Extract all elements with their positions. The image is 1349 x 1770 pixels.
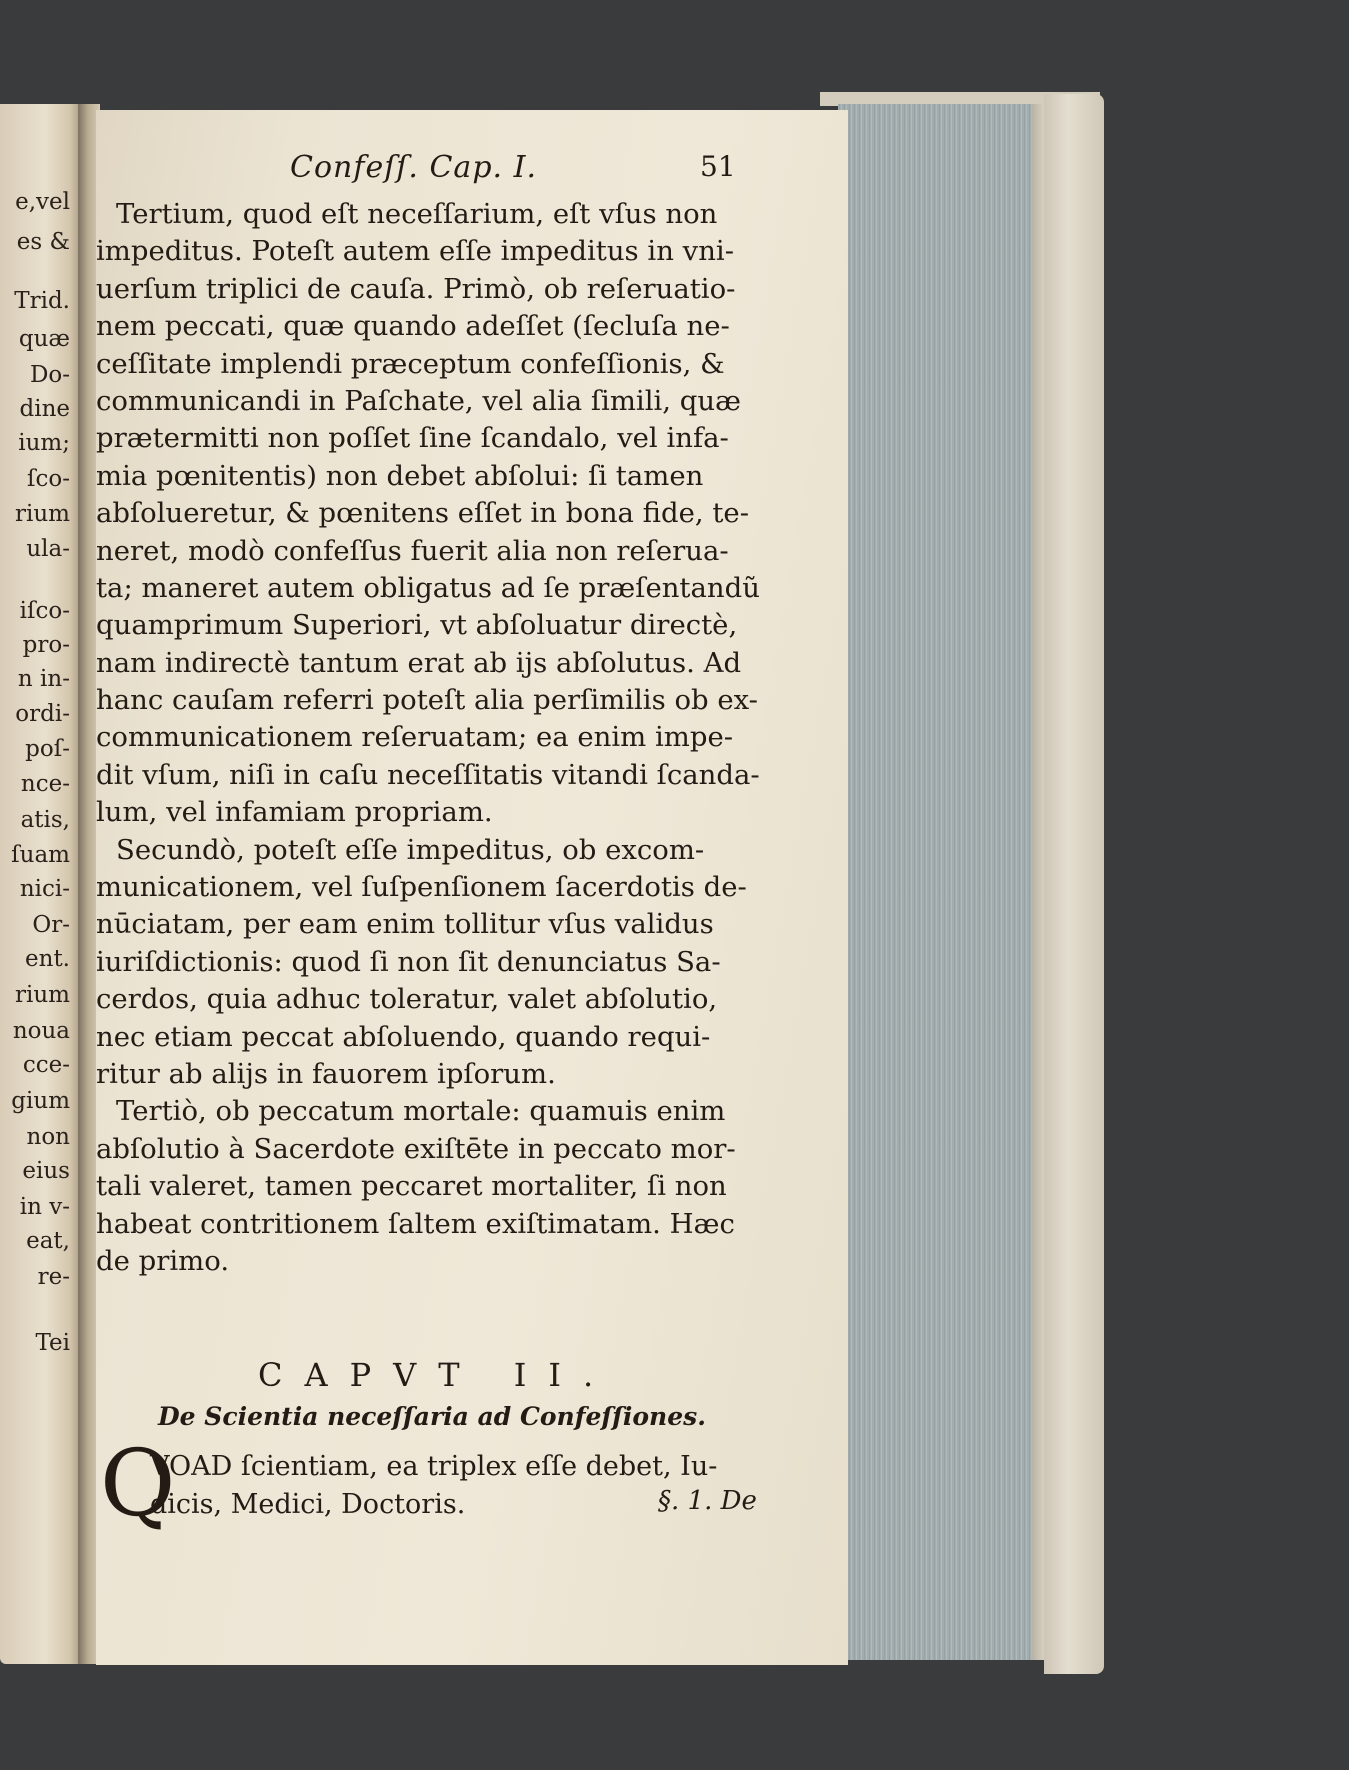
- facing-line: quæ: [18, 326, 70, 352]
- facing-line: ent.: [25, 946, 70, 972]
- facing-line: ſco-: [26, 466, 70, 492]
- text-line: cerdos, quia adhuc toleratur, valet abſolutio,: [96, 983, 718, 1016]
- facing-line: ium;: [18, 430, 70, 456]
- text-line: iuriſdictionis: quod ſi non ſit denunciatus Sa-: [96, 945, 721, 978]
- facing-line: rium: [15, 982, 70, 1008]
- facing-line: poſ-: [25, 736, 70, 762]
- text-line: abſolutio à Sacerdote exiſtēte in peccato mor-: [96, 1132, 736, 1165]
- text-line: Secundò, poteſt eſſe impeditus, ob excom-: [116, 833, 705, 866]
- text-line: de primo.: [96, 1244, 230, 1277]
- facing-line: Do-: [29, 362, 70, 388]
- facing-line: Or-: [32, 912, 70, 938]
- facing-line: iſco-: [19, 598, 70, 624]
- facing-line: ordi-: [15, 701, 70, 727]
- text-line: ritur ab alijs in fauorem ipſorum.: [96, 1057, 556, 1090]
- facing-line: gium: [11, 1088, 70, 1114]
- text-line: nam indirectè tantum erat ab ijs abſolutus. Ad: [96, 646, 742, 679]
- facing-line: Tei: [35, 1330, 70, 1356]
- running-head: Confeſſ. Cap. I.: [290, 150, 537, 185]
- drop-cap: Q: [100, 1430, 176, 1537]
- text-line: Tertium, quod eſt neceſſarium, eſt vſus non: [116, 198, 718, 230]
- text-line: hanc cauſam referri poteſt alia perſimilis ob ex-: [96, 684, 758, 717]
- facing-line: re-: [37, 1264, 70, 1290]
- facing-line: es &: [16, 229, 70, 255]
- text-line: ta; maneret autem obligatus ad ſe præſentandũ: [96, 571, 760, 604]
- text-line: Tertiò, ob peccatum mortale: quamuis enim: [116, 1095, 726, 1128]
- text-line: communicationem reſeruatam; ea enim impe-: [96, 721, 734, 754]
- catchword: §. 1. De: [658, 1486, 757, 1516]
- facing-page: [0, 104, 82, 1664]
- text-line: nūciatam, per eam enim tollitur vſus validus: [96, 908, 714, 941]
- facing-line: ſuam: [11, 842, 70, 868]
- facing-line: noua: [12, 1018, 70, 1044]
- chapter-subtitle: De Scientia neceſſaria ad Confeſſiones.: [158, 1402, 706, 1431]
- facing-line: eat,: [26, 1228, 70, 1254]
- text-line: lum, vel infamiam propriam.: [96, 796, 493, 829]
- text-line: VOAD ſcientiam, ea triplex eſſe debet, Iu-: [150, 1451, 718, 1482]
- facing-line: dine: [19, 396, 70, 422]
- chapter-title: CAPVT II.: [258, 1356, 616, 1394]
- text-line: dicis, Medici, Doctoris.: [150, 1489, 466, 1520]
- facing-line: nce-: [20, 771, 70, 797]
- text-line: nec etiam peccat abſoluendo, quando requi-: [96, 1020, 711, 1053]
- text-line: habeat contritionem ſaltem exiſtimatam. Hæc: [96, 1207, 735, 1240]
- facing-line: ula-: [26, 536, 70, 562]
- chapter-opening-text: [150, 1448, 717, 1524]
- text-line: impeditus. Poteſt autem eſſe impeditus in vni-: [96, 235, 734, 268]
- facing-line: rium: [15, 501, 70, 527]
- facing-line: atis,: [20, 807, 70, 833]
- facing-line: in v-: [19, 1194, 70, 1220]
- text-line: neret, modò confeſſus fuerit alia non reſerua-: [96, 534, 729, 567]
- facing-line: e,vel: [15, 189, 70, 215]
- text-line: prætermitti non poſſet ſine ſcandalo, vel infa-: [96, 422, 729, 455]
- text-line: nem peccati, quæ quando adeſſet (ſecluſa ne-: [96, 310, 730, 343]
- facing-line: n in-: [17, 666, 70, 692]
- page-number: 51: [700, 150, 736, 183]
- facing-line: non: [26, 1124, 70, 1150]
- text-line: mia pœnitentis) non debet abſolui: ſi tamen: [96, 459, 704, 492]
- book-cover-edge: [1044, 94, 1104, 1674]
- facing-line: eius: [22, 1158, 70, 1184]
- text-line: dit vſum, niſi in caſu neceſſitatis vitandi ſcanda-: [96, 758, 760, 791]
- page-fore-edge: [838, 104, 1044, 1660]
- text-line: municationem, vel ſuſpenſionem ſacerdotis de-: [96, 871, 747, 904]
- text-line: tali valeret, tamen peccaret mortaliter, ſi non: [96, 1170, 727, 1203]
- body-text: [96, 196, 766, 1280]
- text-line: ceſſitate implendi præceptum confeſſionis, &: [96, 347, 725, 380]
- text-line: abſolueretur, & pœnitens eſſet in bona fide, te-: [96, 497, 749, 530]
- facing-line: cce-: [22, 1052, 70, 1078]
- facing-line: Trid.: [14, 288, 70, 314]
- text-line: uerſum triplici de cauſa. Primò, ob reſeruatio-: [96, 272, 736, 305]
- text-line: quamprimum Superiori, vt abſoluatur directè,: [96, 609, 738, 642]
- facing-line: nici-: [19, 876, 70, 902]
- facing-line: pro-: [22, 632, 70, 658]
- text-line: communicandi in Paſchate, vel alia ſimili, quæ: [96, 384, 741, 417]
